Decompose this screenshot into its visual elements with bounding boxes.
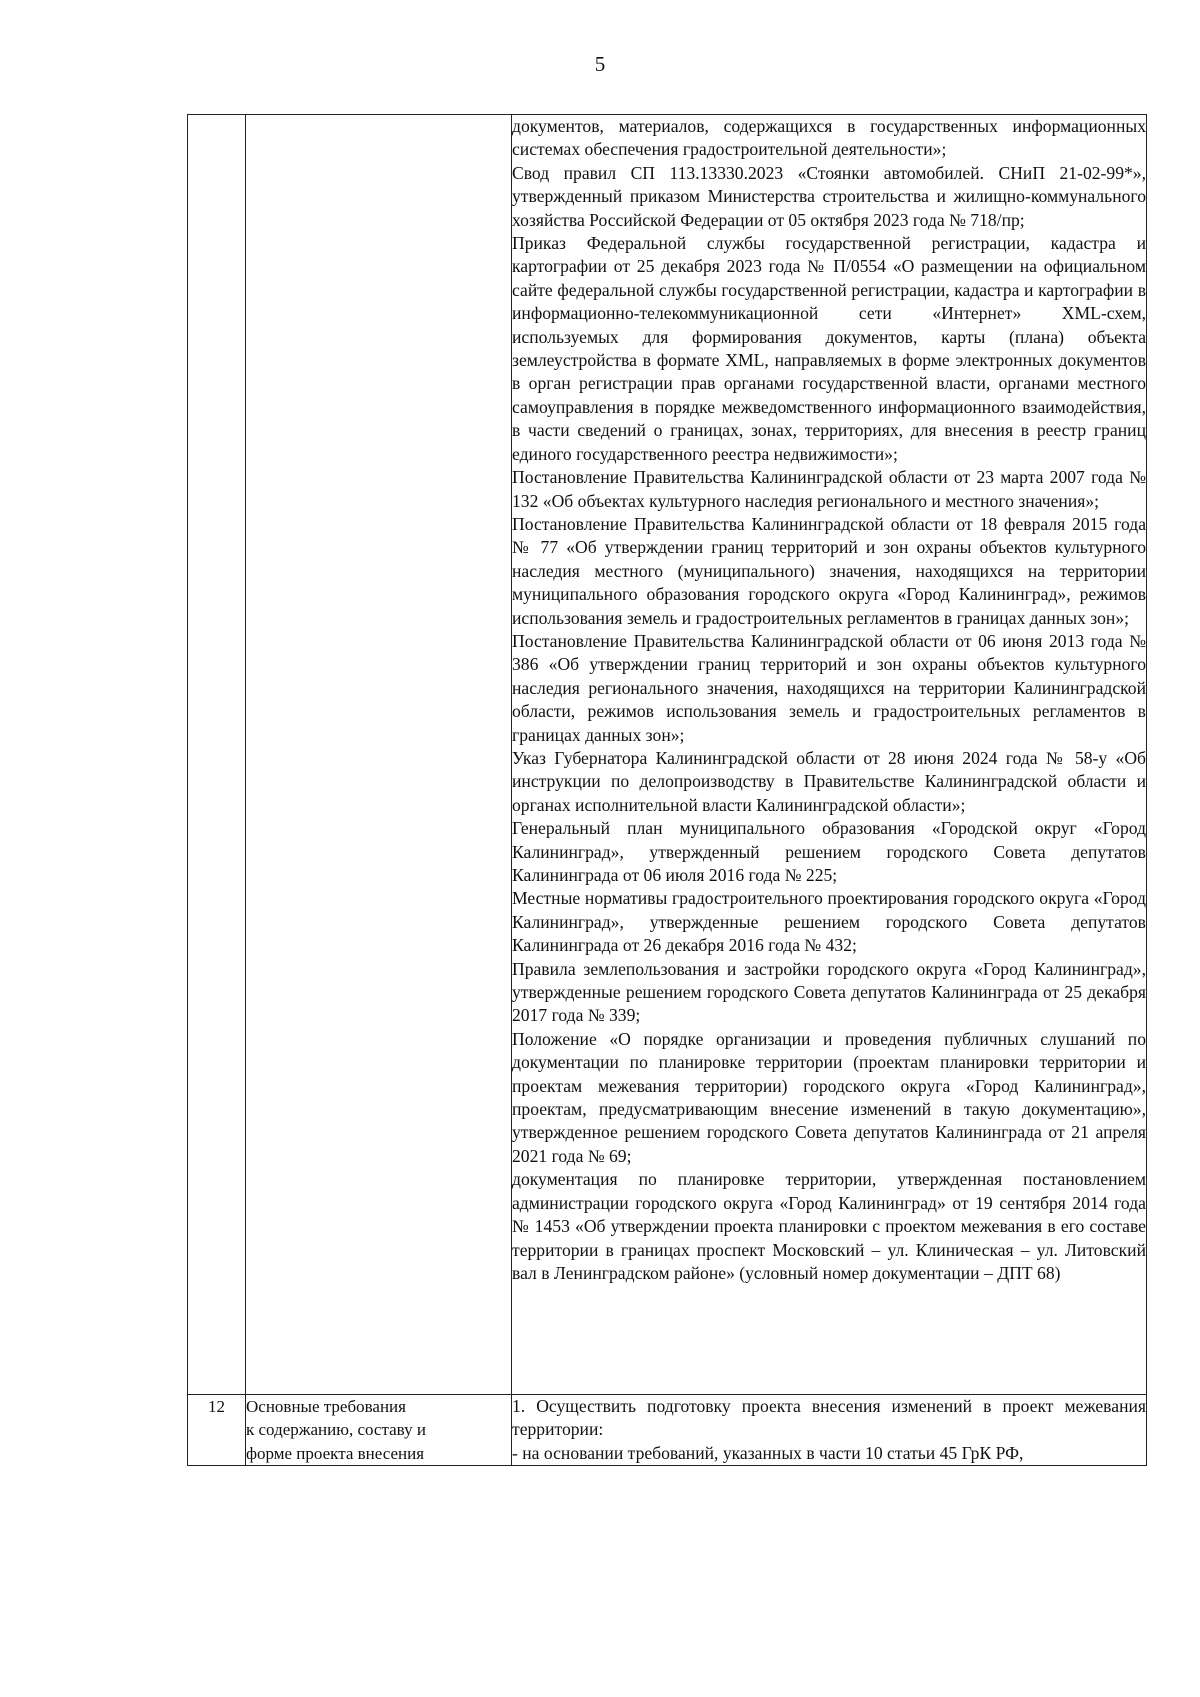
requirements-table [187, 114, 1147, 1466]
paragraph: Постановление Правительства Калининградской области от 18 февраля 2015 года № 77 «Об утверждении границ территорий и зон охраны объектов культурного наследия местного (муниципального) значения, находящихся на территории муниципального образования городского округа «Город Калининград», режимов использования земель и градостроительных регламентов в границах данных зон»; [512, 513, 1146, 628]
paragraph: Постановление Правительства Калининградской области от 06 июня 2013 года № 386 «Об утверждении границ территорий и зон охраны объектов культурного наследия регионального значения, находящихся на территории Калининградской области, режимов использования земель и градостроительных регламентов в границах данных зон»; [512, 630, 1146, 745]
page-number: 5 [594, 52, 606, 76]
paragraph: - на основании требований, указанных в части 10 статьи 45 ГрК РФ, [512, 1442, 1024, 1463]
paragraph: Свод правил СП 113.13330.2023 «Стоянки автомобилей. СНиП 21-02-99*», утвержденный приказом Министерства строительства и жилищно-коммунального хозяйства Российской Федерации от 05 октября 2023 года № 718/пр; [512, 162, 1146, 230]
paragraph: Положение «О порядке организации и проведения публичных слушаний по документации по планировке территории (проектам планировки территории и проектам межевания территории) городского округа «Город Калининград», проектам, предусматривающим внесение изменений в такую документацию», утвержденное решением городского Совета депутатов Калининграда от 21 апреля 2021 года № 69; [512, 1028, 1146, 1166]
requirement-line: форме проекта внесения [246, 1443, 425, 1463]
requirement-name-cell [246, 115, 512, 1395]
row-number-cell [188, 115, 246, 1395]
paragraph: Генеральный план муниципального образования «Городской округ «Город Калининград», утвержденный решением городского Совета депутатов Калининграда от 06 июля 2016 года № 225; [512, 818, 1146, 885]
paragraph: документов, материалов, содержащихся в государственных информационных системах обеспечения градостроительной деятельности»; [512, 116, 1146, 160]
paragraph: Правила землепользования и застройки городского округа «Город Калининград», утвержденные решением городского Совета депутатов Калининграда от 25 декабря 2017 года № 339; [512, 958, 1146, 1026]
table-row [188, 1395, 1147, 1466]
paragraph: документация по планировке территории, утвержденная постановлением администрации городского округа «Город Калининград» от 19 сентября 2014 года № 1453 «Об утверждении проекта планировки с проектом межевания в его составе территории в границах проспект Московский – ул. Клиническая – ул. Литовский вал в Ленинградском районе» (условный номер документации – ДПТ 68) [512, 1169, 1146, 1283]
requirement-line: к содержанию, составу и [246, 1420, 426, 1440]
paragraph: Местные нормативы градостроительного проектирования городского округа «Город Калининград», утвержденные решением городского Совета депутатов Калининграда от 26 декабря 2016 года № 432; [512, 888, 1146, 956]
requirement-content-cell [512, 115, 1147, 1395]
row-number-cell: 12 [188, 1395, 246, 1466]
requirement-line: Основные требования [246, 1397, 406, 1416]
paragraph: 1. Осуществить подготовку проекта внесения изменений в проект межевания территории: [512, 1396, 1146, 1440]
requirement-content-cell [512, 1395, 1147, 1466]
paragraph: Указ Губернатора Калининградской области от 28 июня 2024 года № 58-у «Об инструкции по делопроизводству в Правительстве Калининградской области и органах исполнительной власти Калининградской области»; [512, 747, 1146, 815]
paragraph: Постановление Правительства Калининградской области от 23 марта 2007 года № 132 «Об объектах культурного наследия регионального и местного значения»; [512, 467, 1146, 511]
requirement-name-cell [246, 1395, 512, 1466]
paragraph: Приказ Федеральной службы государственной регистрации, кадастра и картографии от 25 декабря 2023 года № П/0554 «О размещении на официальном сайте федеральной службы государственной регистрации, кадастра и картографии в информационно-телекоммуникационной сети «Интернет» XML-схем, используемых для формирования документов, карты (плана) объекта землеустройства в формате XML, направляемых в форме электронных документов в орган регистрации прав органами государственной власти, органами местного самоуправления в порядке межведомственного информационного взаимодействия, в части сведений о границах, зонах, территориях, для внесения в реестр границ единого государственного реестра недвижимости»; [512, 233, 1146, 464]
table-row [188, 115, 1147, 1395]
